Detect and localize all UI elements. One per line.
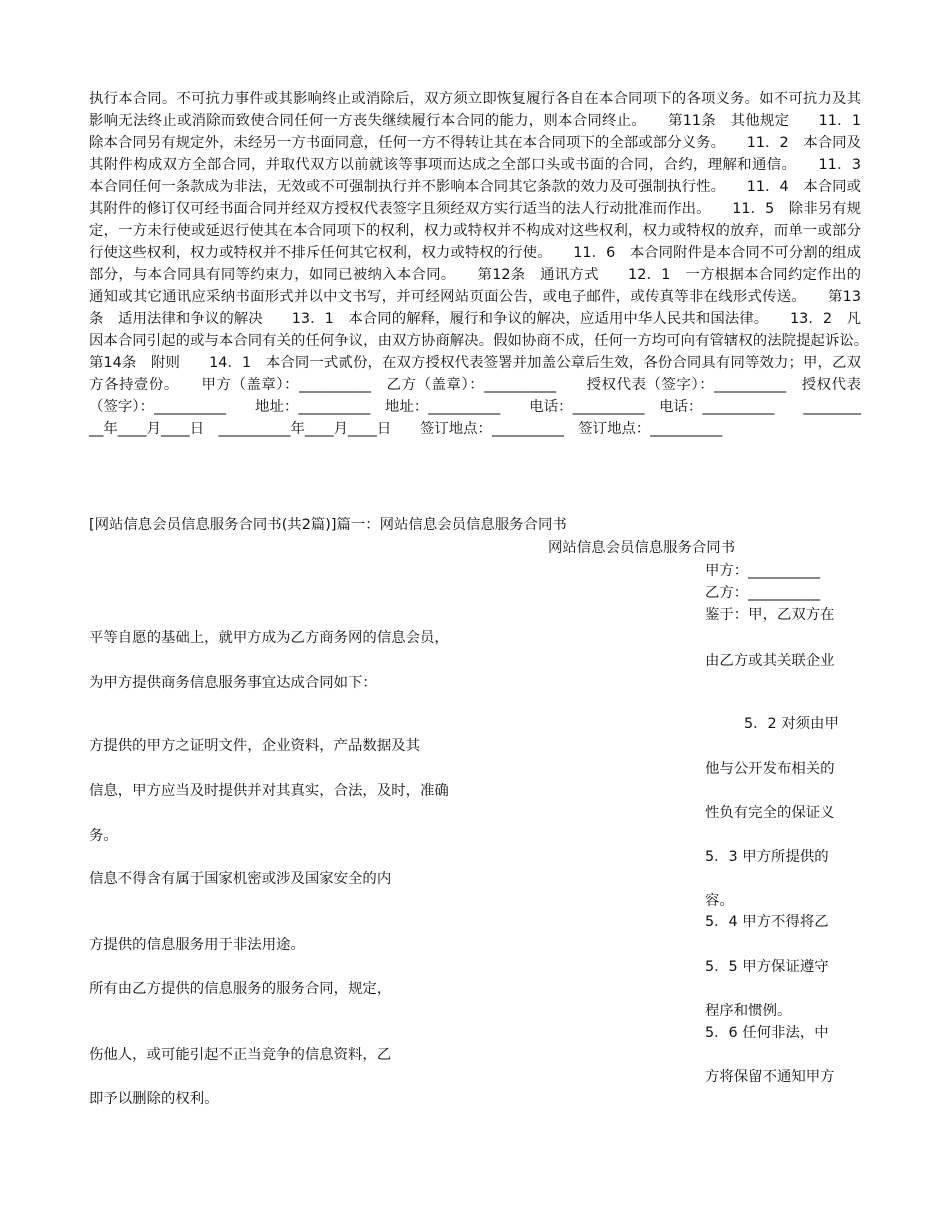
text-line: 信息，甲方应当及时提供并对其真实，合法，及时，准确 [89,783,449,799]
text-line: 他与公开发布相关的 [705,761,835,777]
text-line: 5．4 甲方不得将乙 [705,914,829,930]
text-line: 由乙方或其关联企业 [705,653,835,669]
text-line: 所有由乙方提供的信息服务的服务合同，规定， [89,981,392,997]
text-line: 务。 [89,828,118,844]
contract-continuation [89,88,890,440]
party-a-line: 甲方：__________ [705,563,821,579]
text-line: 信息不得含有属于国家机密或涉及国家安全的内 [89,871,392,887]
text-line: 鉴于：甲，乙双方在 [705,607,835,623]
text-line: 方提供的信息服务用于非法用途。 [89,937,305,953]
text-line: 伤他人，或可能引起不正当竞争的信息资料，乙 [89,1047,392,1063]
text-line: 性负有完全的保证义 [705,805,835,821]
text-line: 5．5 甲方保证遵守 [705,959,829,975]
text-line: 平等自愿的基础上，就甲方成为乙方商务网的信息会员， [89,630,449,646]
contract-clauses-paragraph: 执行本合同。不可抗力事件或其影响终止或消除后，双方须立即恢复履行各自在本合同项下的各项义务。如不可抗力及其影响无法终止或消除而致使合同任何一方丧失继续履行本合同的能力，则本合同终止。 第11条 其他规定 11．1 除本合同另有规定外，未经另一方书面同意，任何一方不得转让其在本合同项下的全部或部分义务。 11．2 本合同及其附件构成双方全部合同，并取代双方以前就该等事项而达成之全部口头或书面的合同，合约，理解和通信。 11．3 本合同任何一条款成为非法，无效或不可强制执行并不影响本合同其它条款的效力及可强制执行性。 11．4 本合同或其附件的修订仅可经书面合同并经双方授权代表签字且须经双方实行适当的法人行动批准而作出。 11．5 除非另有规定，一方未行使或延迟行使其在本合同项下的权利，权力或特权并不构成对这些权利，权力或特权的放弃，而单一或部分行使这些权利，权力或特权并不排斥任何其它权利，权力或特权的行使。 11．6 本合同附件是本合同不可分割的组成部分，与本合同具有同等约束力，如同已被纳入本合同。 第12条 通讯方式 12．1 一方根据本合同约定作出的通知或其它通讯应采纳书面形式并以中文书写，并可经网站页面公告，或电子邮件，或传真等非在线形式传送。 第13条 适用法律和争议的解决 13．1 本合同的解释，履行和争议的解决，应适用中华人民共和国法律。 13．2 凡因本合同引起的或与本合同有关的任何争议，由双方协商解决。假如协商不成，任何一方均可向有管辖权的法院提起诉讼。 第14条 附则 14．1 本合同一式贰份，在双方授权代表签署并加盖公章后生效，各份合同具有同等效力；甲，乙双方各持壹份。 甲方（盖章）：__________ 乙方（盖章）：__________ 授权代表（签字）：__________ 授权代表（签字）：__________ 地址：__________ 地址：__________ 电话：__________ 电话：__________ __________年____月____日 __________年____月____日 签订地点：__________ 签订地点：__________ [89,91,890,437]
text-line: 5．2 对须由甲 [744,716,839,732]
text-line: 方将保留不通知甲方 [705,1069,835,1085]
text-line: 容。 [705,893,734,909]
document-heading: [网站信息会员信息服务合同书(共2篇)]篇一：网站信息会员信息服务合同书 [89,517,567,533]
text-line: 5．6 任何非法，中 [705,1025,829,1041]
text-line: 为甲方提供商务信息服务事宜达成合同如下： [89,675,377,691]
document-title: 网站信息会员信息服务合同书 [548,540,736,556]
text-line: 程序和惯例。 [705,1003,792,1019]
text-line: 即予以删除的权利。 [89,1091,219,1107]
text-line: 方提供的甲方之证明文件，企业资料，产品数据及其 [89,738,420,754]
text-line: 5．3 甲方所提供的 [705,849,829,865]
party-b-line: 乙方：__________ [705,585,821,601]
